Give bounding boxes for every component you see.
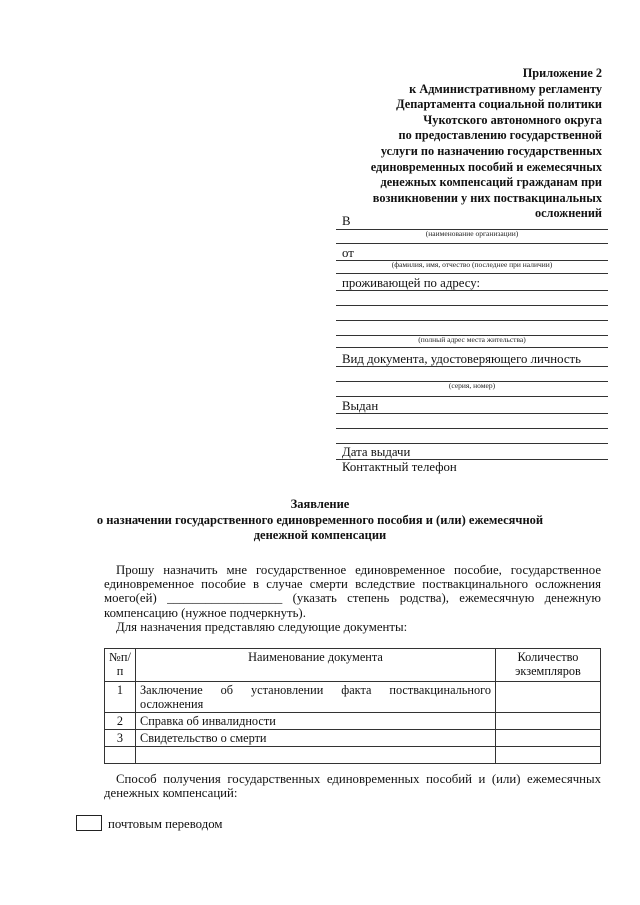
method-line: Способ получения государственных единовременных пособий и (или) ежемесячных — [116, 772, 601, 786]
col-qty-header: Количество экземпляров — [496, 649, 601, 682]
request-line: компенсацию (нужное подчеркнуть). — [104, 605, 306, 620]
row-qty-cell[interactable] — [496, 682, 601, 713]
to-field-line-2[interactable] — [336, 243, 608, 244]
documents-table — [104, 648, 601, 764]
issued-label: Выдан — [342, 399, 379, 413]
header-line: Департамента социальной политики — [396, 97, 602, 112]
table-row — [105, 730, 601, 747]
table-row-empty — [105, 747, 601, 764]
header-line: к Административному регламенту — [409, 81, 602, 96]
row-num: 2 — [105, 713, 136, 730]
row-name — [136, 682, 496, 713]
title-line: денежной компенсации — [253, 528, 387, 542]
request-paragraph — [104, 563, 601, 634]
address-line-5[interactable] — [336, 347, 608, 348]
title-line: Заявление — [290, 497, 350, 511]
header-line: Чукотского автономного округа — [423, 112, 602, 127]
col-name-header: Наименование документа — [136, 649, 496, 682]
issued-line-1[interactable] — [336, 413, 608, 414]
appendix-header — [302, 66, 602, 222]
table-header-row — [105, 649, 601, 682]
issued-line-2[interactable] — [336, 428, 608, 429]
header-line: денежных компенсаций гражданам при — [380, 175, 602, 190]
title-line: о назначении государственного единовременного пособия и (или) ежемесячной — [96, 512, 544, 527]
request-line: моего(ей) __________________ (указать степень родства), ежемесячную денежную — [104, 591, 601, 606]
to-hint: (наименование организации) — [425, 229, 519, 238]
empty-cell[interactable] — [105, 747, 136, 764]
row-num: 1 — [105, 682, 136, 713]
address-line-2[interactable] — [336, 305, 608, 306]
empty-cell[interactable] — [136, 747, 496, 764]
row-qty-cell[interactable] — [496, 730, 601, 747]
header-line: единовременных пособий и ежемесячных — [370, 159, 602, 174]
address-label: проживающей по адресу: — [342, 276, 481, 290]
postal-transfer-checkbox[interactable] — [76, 815, 102, 831]
method-paragraph — [104, 772, 601, 800]
table-row — [105, 713, 601, 730]
address-line-3[interactable] — [336, 320, 608, 321]
row-num: 3 — [105, 730, 136, 747]
postal-transfer-label: почтовым переводом — [108, 817, 223, 831]
col-num-header: №п/п — [105, 649, 136, 682]
row-name: Справка об инвалидности — [136, 713, 496, 730]
header-line: услуги по назначению государственных — [380, 143, 602, 158]
doc-series-line-2[interactable] — [336, 396, 608, 397]
document-title — [60, 497, 580, 544]
header-line: Приложение 2 — [522, 66, 602, 80]
request-line: единовременное пособие в случае смерти вследствие поствакцинального осложнения — [104, 577, 601, 592]
empty-cell[interactable] — [496, 747, 601, 764]
row-name: Свидетельство о смерти — [136, 730, 496, 747]
table-row — [105, 682, 601, 713]
header-line: осложнений — [534, 206, 602, 221]
row-name-line: осложнения — [140, 697, 204, 711]
from-label: от — [342, 246, 354, 260]
request-line: Прошу назначить мне государственное единовременное пособие, государственное — [116, 563, 601, 577]
row-qty-cell[interactable] — [496, 713, 601, 730]
address-hint: (полный адрес места жительства) — [418, 335, 526, 344]
issued-line-3[interactable] — [336, 443, 608, 444]
from-field-line-2[interactable] — [336, 273, 608, 274]
row-name-line: Заключение об установлении факта поствакцинального — [140, 683, 491, 697]
header-line: по предоставлению государственной — [398, 128, 602, 143]
doc-type-line[interactable] — [336, 366, 608, 367]
request-line: Для назначения представляю следующие документы: — [116, 619, 408, 634]
issue-date-label: Дата выдачи — [342, 445, 411, 459]
header-line: возникновении у них поствакцинальных — [372, 190, 602, 205]
doc-type-label: Вид документа, удостоверяющего личность — [342, 352, 581, 366]
to-label: В — [342, 214, 351, 228]
from-hint: (фамилия, имя, отчество (последнее при наличии) — [391, 260, 553, 269]
doc-series-hint: (серия, номер) — [448, 381, 496, 390]
phone-label: Контактный телефон — [342, 460, 457, 474]
address-line-1[interactable] — [336, 290, 608, 291]
method-line: денежных компенсаций: — [104, 786, 238, 801]
